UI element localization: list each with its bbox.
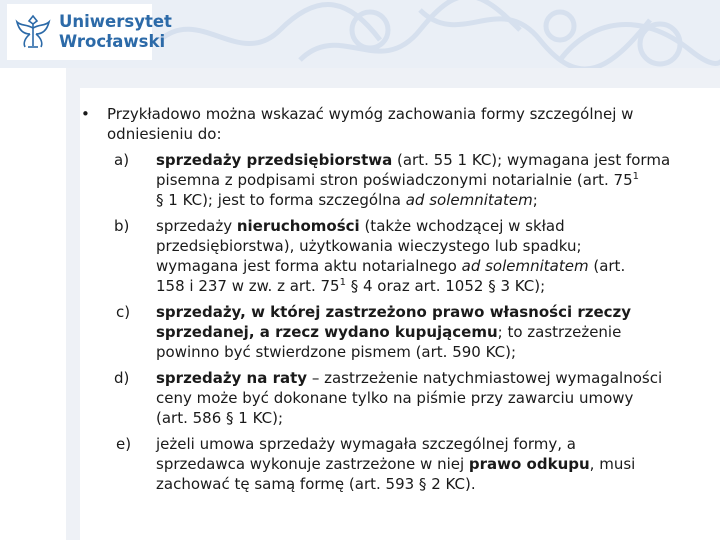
- item-e-line: sprzedawca wykonuje zastrzeżone w niej prawo odkupu, musi: [156, 455, 636, 473]
- eagle-crest-icon: [13, 12, 53, 52]
- item-e-line: jeżeli umowa sprzedaży wymagała szczególnej formy, a: [156, 435, 576, 453]
- item-b-line: 158 i 237 w zw. z art. $75^1$ § 4 oraz art. 1052 § 3 KC);: [156, 277, 546, 295]
- intro-line: odniesieniu do:: [107, 125, 222, 143]
- item-b-line: wymagana jest forma aktu notarialnego ad solemnitatem (art.: [156, 257, 626, 275]
- item-c-line: sprzedanej, a rzecz wydano kupującemu; to zastrzeżenie: [156, 323, 622, 341]
- item-a-letter: a): [114, 151, 130, 169]
- item-a-line: § 1 KC); jest to forma szczególna ad solemnitatem;: [156, 191, 538, 209]
- item-b-line: przedsiębiorstwa), użytkowania wieczystego lub spadku;: [156, 237, 582, 255]
- logo-title-line1: Uniwersytet: [59, 12, 172, 31]
- item-e-letter: e): [116, 435, 132, 453]
- item-c-line: powinno być stwierdzone pismem (art. 590 KC);: [156, 343, 516, 361]
- item-c-letter: c): [116, 303, 131, 321]
- header-band: [0, 0, 720, 68]
- item-d-letter: d): [114, 369, 130, 387]
- university-logo: [7, 4, 172, 60]
- item-c-line: sprzedaży, w której zastrzeżono prawo własności rzeczy: [156, 303, 632, 321]
- item-b-letter: b): [114, 217, 130, 235]
- item-d-line: (art. 586 § 1 KC);: [156, 409, 284, 427]
- item-b-line: sprzedaży nieruchomości (także wchodzącej w skład: [156, 217, 565, 235]
- logo-title-line2: Wrocławski: [59, 32, 166, 51]
- intro-line: Przykładowo można wskazać wymóg zachowania formy szczególnej w: [107, 105, 634, 123]
- item-e-line: zachować tę samą formę (art. 593 § 2 KC).: [156, 475, 476, 493]
- item-a-line: pisemna z podpisami stron poświadczonymi notarialnie (art. $75^1$: [156, 171, 640, 189]
- item-a-line: sprzedaży przedsiębiorstwa (art. 55 1 KC); wymagana jest forma: [156, 151, 671, 169]
- item-d-line: sprzedaży na raty – zastrzeżenie natychmiastowej wymagalności: [156, 369, 663, 387]
- item-d-line: ceny może być dokonane tylko na piśmie przy zawarciu umowy: [156, 389, 634, 407]
- bullet-marker: •: [81, 105, 90, 123]
